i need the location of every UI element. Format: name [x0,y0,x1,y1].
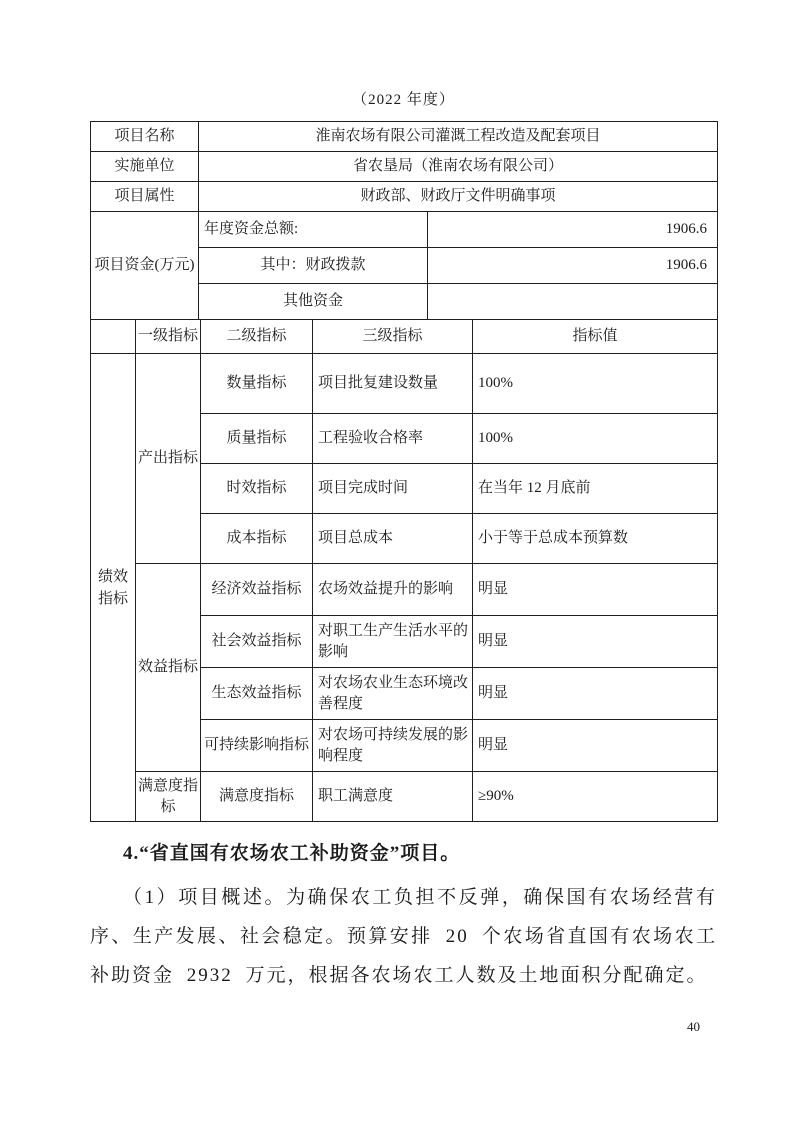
level2-indicator: 满意度指标 [201,772,313,822]
indicator-value: 100% [473,354,718,414]
funding-item-label: 其中：财政拨款 [199,248,428,284]
table-row [91,152,718,182]
indicator-value: 明显 [473,564,718,616]
document-year-title: （2022 年度） [352,92,455,108]
level2-indicator: 数量指标 [201,354,313,414]
project-info-table [90,121,718,320]
indicator-corner-cell [91,320,136,354]
performance-indicator-table [90,319,718,822]
column-header: 一级指标 [136,320,201,354]
indicator-value: 明显 [473,720,718,772]
level3-indicator: 项目批复建设数量 [313,354,473,414]
info-label: 项目属性 [91,182,199,212]
indicator-value: 明显 [473,668,718,720]
level2-indicator: 生态效益指标 [201,668,313,720]
funding-item-label: 其他资金 [199,284,428,320]
info-label: 项目名称 [91,122,199,152]
column-header: 三级指标 [313,320,473,354]
column-header: 指标值 [473,320,718,354]
indicator-value: ≥90% [473,772,718,822]
level2-indicator: 时效指标 [201,464,313,514]
page-number: 40 [687,1019,700,1034]
table-row [91,564,718,616]
funding-item-label: 年度资金总额: [199,212,428,248]
level3-indicator: 对农场农业生态环境改善程度 [313,668,473,720]
table-row [91,212,718,248]
indicator-value: 小于等于总成本预算数 [473,514,718,564]
indicator-value: 100% [473,414,718,464]
indicator-header-row [91,320,718,354]
level3-indicator: 项目完成时间 [313,464,473,514]
column-header: 二级指标 [201,320,313,354]
body-paragraph: （1）项目概述。为确保农工负担不反弹，确保国有农场经营有序、生产发展、社会稳定。预算安排 20 个农场省直国有农场农工补助资金 2932 万元，根据各农场农工人数及土地面积分配确定。 [90,887,717,986]
info-value: 淮南农场有限公司灌溉工程改造及配套项目 [199,122,718,152]
level2-indicator: 可持续影响指标 [201,720,313,772]
table-row [91,122,718,152]
info-label: 实施单位 [91,152,199,182]
indicator-value: 明显 [473,616,718,668]
indicator-value: 在当年 12 月底前 [473,464,718,514]
level1-indicator: 产出指标 [136,354,201,564]
level1-indicator: 满意度指标 [136,772,201,822]
level2-indicator: 质量指标 [201,414,313,464]
funding-item-value: 1906.6 [428,248,718,284]
level3-indicator: 农场效益提升的影响 [313,564,473,616]
info-value: 省农垦局（淮南农场有限公司） [199,152,718,182]
level1-indicator: 效益指标 [136,564,201,772]
info-value: 财政部、财政厅文件明确事项 [199,182,718,212]
indicator-group-label: 绩效指标 [91,354,136,822]
level2-indicator: 经济效益指标 [201,564,313,616]
table-row [91,182,718,212]
level2-indicator: 社会效益指标 [201,616,313,668]
table-row [91,772,718,822]
funding-item-value [428,284,718,320]
level3-indicator: 对职工生产生活水平的影响 [313,616,473,668]
table-row [91,354,718,414]
level3-indicator: 职工满意度 [313,772,473,822]
funding-group-label: 项目资金(万元) [91,212,199,320]
level3-indicator: 项目总成本 [313,514,473,564]
level2-indicator: 成本指标 [201,514,313,564]
section-heading: 4.“省直国有农场农工补助资金”项目。 [123,843,461,864]
level3-indicator: 工程验收合格率 [313,414,473,464]
document-content [90,0,717,995]
level3-indicator: 对农场可持续发展的影响程度 [313,720,473,772]
funding-item-value: 1906.6 [428,212,718,248]
